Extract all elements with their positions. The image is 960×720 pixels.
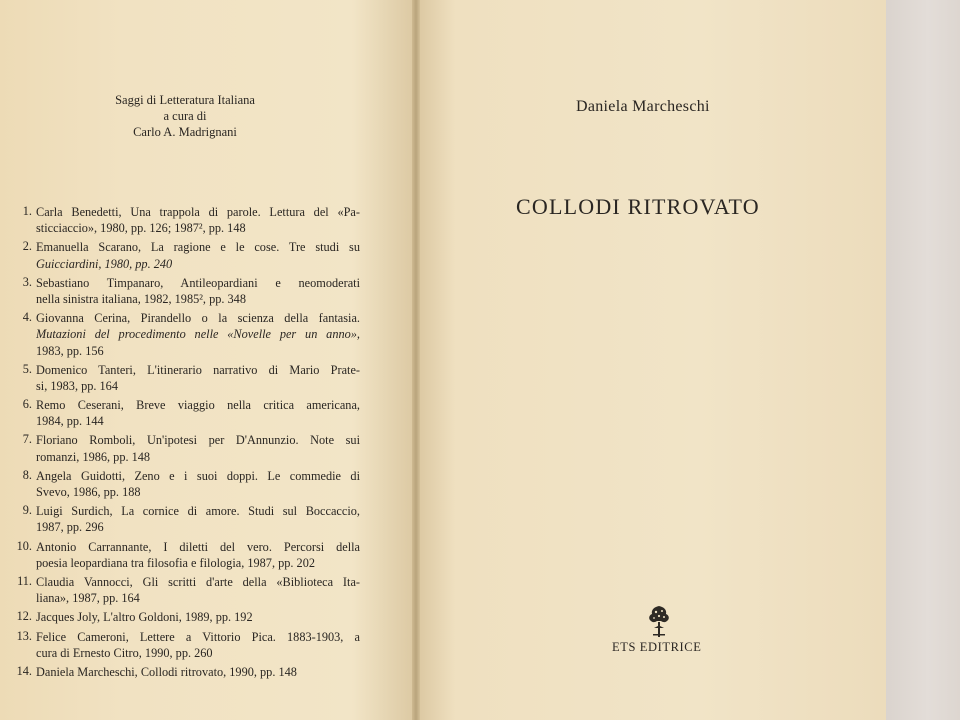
item-number: 11. bbox=[17, 573, 32, 588]
series-editor-label: a cura di bbox=[163, 109, 207, 123]
item-line: Luigi Surdich, La cornice di amore. Studi sul Boccaccio, bbox=[36, 504, 360, 519]
item-line: Giovanna Cerina, Pirandello o la scienza della fantasia. bbox=[36, 311, 360, 326]
list-item bbox=[0, 239, 360, 271]
item-line: Felice Cameroni, Lettere a Vittorio Pica. 1883-1903, a bbox=[36, 629, 360, 644]
item-line: 1987, pp. 296 bbox=[36, 520, 104, 535]
item-number: 10. bbox=[16, 538, 32, 553]
list-item bbox=[0, 664, 360, 680]
item-line: liana», 1987, pp. 164 bbox=[36, 591, 140, 606]
item-line: 1983, pp. 156 bbox=[36, 343, 104, 358]
item-line: cura di Ernesto Citro, 1990, pp. 260 bbox=[36, 645, 213, 660]
item-line: Carla Benedetti, Una trappola di parole. Lettura del «Pa- bbox=[36, 205, 360, 219]
item-line: Guicciardini, 1980, pp. 240 bbox=[36, 256, 173, 271]
list-item bbox=[0, 310, 360, 359]
tree-emblem-icon bbox=[645, 604, 673, 638]
item-line: 1984, pp. 144 bbox=[36, 414, 104, 429]
item-line: Domenico Tanteri, L'itinerario narrativo di Mario Prate- bbox=[36, 362, 360, 377]
list-item bbox=[0, 275, 360, 307]
book-author: Daniela Marcheschi bbox=[576, 98, 710, 115]
background-surface bbox=[880, 0, 960, 720]
list-item bbox=[0, 468, 360, 500]
list-item bbox=[0, 609, 360, 625]
item-number: 9. bbox=[22, 503, 32, 518]
series-editor-name: Carlo A. Madrignani bbox=[133, 125, 237, 139]
list-item bbox=[0, 574, 360, 606]
item-number: 1. bbox=[22, 204, 32, 218]
item-number: 12. bbox=[16, 609, 32, 624]
publisher-name: ETS EDITRICE bbox=[612, 640, 702, 654]
item-line: Emanuella Scarano, La ragione e le cose. Tre studi su bbox=[36, 240, 360, 255]
item-number: 14. bbox=[16, 663, 32, 678]
item-line: si, 1983, pp. 164 bbox=[36, 378, 118, 393]
item-line: Antonio Carrannante, I diletti del vero. Percorsi della bbox=[36, 539, 360, 554]
list-item bbox=[0, 397, 360, 429]
item-line: nella sinistra italiana, 1982, 1985², pp. 348 bbox=[36, 291, 246, 306]
list-item bbox=[0, 629, 360, 661]
item-line: Remo Ceserani, Breve viaggio nella critica americana, bbox=[36, 398, 360, 413]
item-line: Sebastiano Timpanaro, Antileopardiani e neomoderati bbox=[36, 275, 360, 290]
item-line: poesia leopardiana tra filosofia e filologia, 1987, pp. 202 bbox=[36, 555, 315, 570]
book-title: COLLODI RITROVATO bbox=[516, 194, 760, 219]
list-item bbox=[0, 362, 360, 394]
item-line: Claudia Vannocci, Gli scritti d'arte della «Biblioteca Ita- bbox=[36, 574, 360, 589]
item-number: 3. bbox=[22, 274, 32, 289]
item-number: 13. bbox=[16, 628, 32, 643]
list-item bbox=[0, 432, 360, 464]
list-item bbox=[0, 539, 360, 571]
item-line: romanzi, 1986, pp. 148 bbox=[36, 449, 151, 464]
book-gutter bbox=[412, 0, 420, 720]
item-number: 5. bbox=[22, 361, 32, 376]
item-line: Floriano Romboli, Un'ipotesi per D'Annunzio. Note sui bbox=[36, 433, 360, 448]
series-heading bbox=[60, 92, 310, 140]
item-number: 2. bbox=[22, 239, 32, 254]
item-line: Svevo, 1986, pp. 188 bbox=[36, 485, 141, 499]
item-line: Mutazioni del procedimento nelle «Novelle per un anno», bbox=[36, 327, 360, 342]
item-number: 8. bbox=[22, 467, 32, 482]
item-number: 7. bbox=[22, 432, 32, 447]
list-item bbox=[0, 503, 360, 535]
series-title: Saggi di Letteratura Italiana bbox=[115, 93, 255, 107]
item-line: Daniela Marcheschi, Collodi ritrovato, 1990, pp. 148 bbox=[36, 664, 297, 679]
item-line: Jacques Joly, L'altro Goldoni, 1989, pp. 192 bbox=[36, 610, 253, 625]
list-item bbox=[0, 204, 360, 236]
item-number: 4. bbox=[22, 310, 32, 325]
item-line: Angela Guidotti, Zeno e i suoi doppi. Le commedie di bbox=[36, 468, 360, 483]
item-line: sticciaccio», 1980, pp. 126; 1987², pp. 148 bbox=[36, 221, 246, 236]
item-number: 6. bbox=[22, 397, 32, 412]
series-list bbox=[0, 204, 360, 683]
